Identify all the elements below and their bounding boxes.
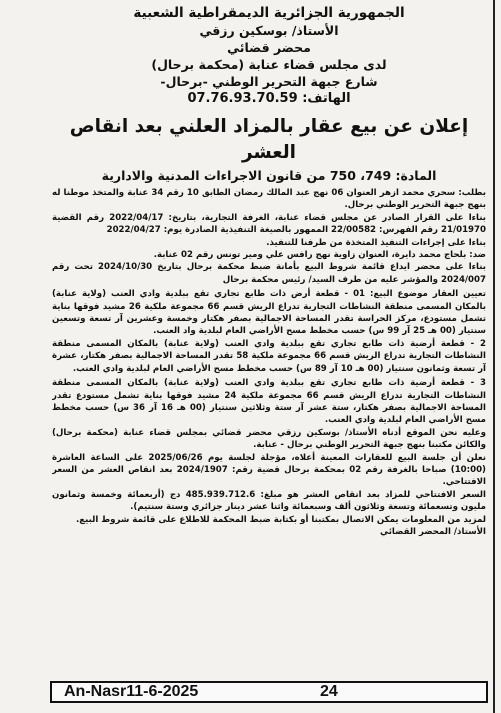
paragraph-procedures: بناءا على إجراءات التنفيذ المتخذة من طرفنا للتنفيذ. [266,237,486,248]
notice-body [52,187,486,526]
paragraph-property-1: تعيين العقار موضوع البيع: 01 - قطعة أرض ذات طابع تجاري تقع ببلدية وادي العنب (ولاية عنابة) بالمكان المسمى منطقة النشاطات التجارية تدراع الريش قسم 66 مجموعة ملكية 26 مشيد فوقها بناية تشمل مستودع، مركز الحراسة تقدر المساحة الاجمالية بصفر هكتار وخمسة وعشرين آر تسعة وتسعين سنتيار (00 هـ 25 آر 99 س) حسب مخطط مسح الأراضي العام لبلدية واد العنب. [52,289,486,337]
paragraph-deposit: بناءا على محضر ايداع قائمة شروط البيع بأمانة ضبط محكمة برحال بتاريخ 2024/10/30 تحت رقم 2024/007 والمؤشر عليه من طرف السيد/ رئيس محكمة برحال [52,262,486,285]
signature: الأستاذ/ المحضر القضائي [380,526,486,537]
paragraph-session: نعلن أن جلسة البيع للعقارات المعينة أعلاه، مؤجلة لجلسة يوم 2025/06/26 على الساعة العاشرة (10:00) صباحا بالغرفة رقم 02 بمحكمة برحال قضية رقم: 2024/1907 بعد انقاص العشر من السعر الافتتاحي. [52,452,486,488]
paragraph-decision: بناءا على القرار الصادر عن مجلس قضاء عنابة، الغرفة التجارية، بتاريخ: 2022/04/17 رقم القضية 21/01970 رقم الفهرس: 22/00582 الممهور بالصيغة التنفيذية الصادرة يوم: 2022/04/27 [52,212,486,236]
paragraph-contact: لمزيد من المعلومات يمكن الاتصال بمكتبنا أو بكتابة ضبط المحكمة للاطلاع على قائمة شروط البيع. [75,514,486,525]
paragraph-property-2: 2 - قطعة أرضية ذات طابع تجاري تقع ببلدية وادي العنب (ولاية عنابة) بالمكان المسمى منطقة النشاطات التجارية تدراع الريش قسم 66 مجموعة ملكية 58 تقدر المساحة الاجمالية بصفر هكتار، عشرة آر تسعة وثمانون سنتيار (00 هـ 10 آر 89 س) حسب مخطط مسح الأراضي العام لبلدية وادي العنب. [52,338,486,374]
header-phone [52,90,486,108]
column-divider [493,0,495,713]
paragraph-property-3: 3 - قطعة أرضية ذات طابع تجاري تقع ببلدية وادي العنب (ولاية عنابة) بالمكان المسمى منطقة النشاطات التجارية تدراع الريش قسم 66 مجموعة ملكية 24 مشيد فوقها بناية تشمل مستودع تقدر المساحة الاجمالية بصفر هكتار، ستة عشر آر ستة وثلاثين سنتيار (00 هـ 16 آر 36 س) حسب مخطط مسح الأراضي العام لبلدية وادي العنب. [52,378,486,426]
notice-title: إعلان عن بيع عقار بالمزاد العلني بعد انقاص العشر [69,116,469,163]
paragraph-bailiff: وعليه نحن الموقع أدناه الأستاذ/ بوسكين رزقي محضر قضائي بمجلس قضاء عنابة (محكمة برحال) والكائن مكتبنا بنهج جبهة التحرير الوطني برحال - عنابة. [52,427,486,451]
header-bailiff-role: محضر قضائي [227,40,311,55]
notice-header [52,4,486,108]
paragraph-price: السعر الافتتاحي للمزاد بعد انقاص العشر هو مبلغ: 485.939.712.6 دج (أربعمائة وخمسة وثمانون مليون وتسعمائة وتسعة وثلاثون ألف وسبعمائة واثنا عشر دينار جزائري وستة سنتيم). [52,489,486,513]
legal-notice [52,4,486,680]
paragraph-against: ضد: بلحاج محمد دايرة، العنوان زاوية نهج رافس علي ومير تونس رقم 02 عنابة. [153,250,486,261]
paragraph-requester: بطلب: سحري محمد ازهر العنوان 06 نهج عبد المالك رمضان الطابق 10 رقم 34 عنابة والمتخذ موطنا له بنهج جبهة التحرير الوطني برحال. [52,188,486,211]
header-court: لدى مجلس قضاء عنابة (محكمة برحال) [151,57,387,72]
footer-bar [50,681,488,703]
page-number: 24 [320,683,338,700]
header-republic: الجمهورية الجزائرية الديمقراطية الشعبية [133,5,405,21]
header-bailiff-name: الأستاذ/ بوسكين رزقي [199,23,339,38]
header-address: شارع جبهة التحرير الوطني -برحال- [160,74,378,89]
edition-code: An-Nasr11-6-2025 [64,683,199,700]
phone-number: 07.76.93.70.59 [187,91,298,106]
notice-subtitle: المادة: 749، 750 من قانون الاجراءات المدنية والادارية [101,168,437,183]
phone-label: الهاتف: [302,91,351,106]
